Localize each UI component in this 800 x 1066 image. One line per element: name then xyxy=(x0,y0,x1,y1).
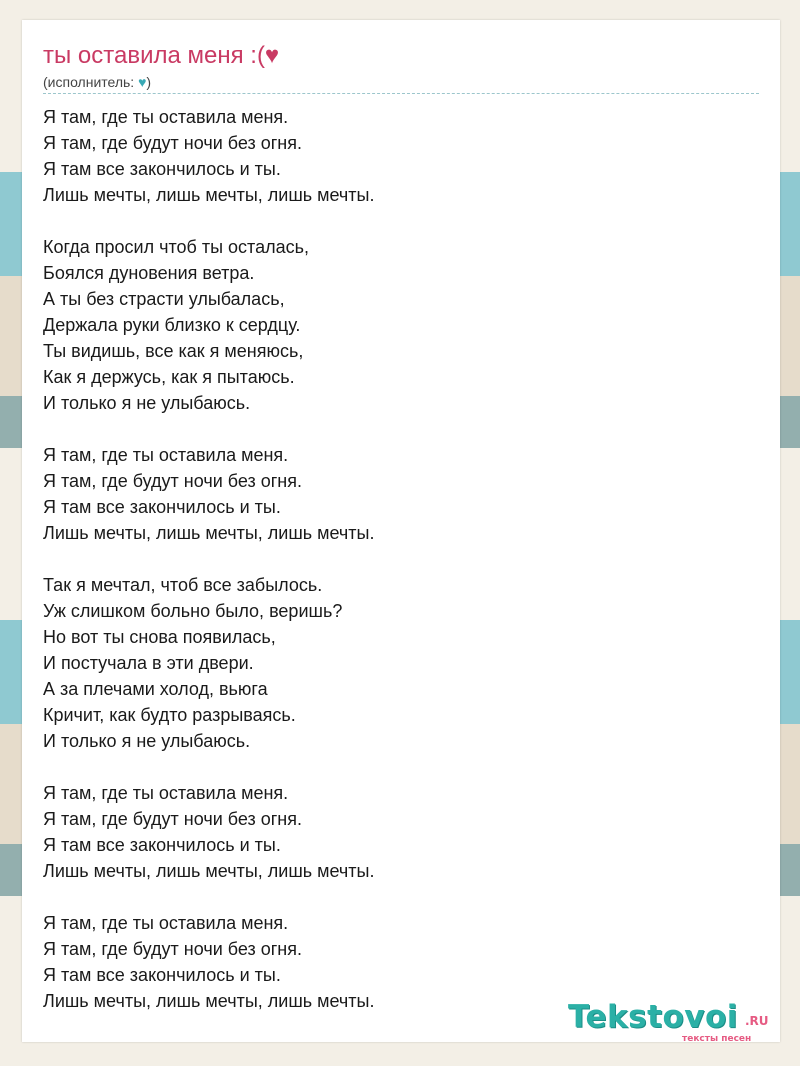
lyric-line: Я там, где будут ночи без огня. xyxy=(43,809,302,829)
lyric-line: Лишь мечты, лишь мечты, лишь мечты. xyxy=(43,523,375,543)
lyric-line: Так я мечтал, чтоб все забылось. xyxy=(43,575,323,595)
logo-domain: .RU xyxy=(745,1014,769,1028)
heart-icon[interactable]: ♥ xyxy=(138,74,147,90)
stanza-break xyxy=(43,416,375,442)
lyric-line: И только я не улыбаюсь. xyxy=(43,393,251,413)
lyric-line: Держала руки близко к сердцу. xyxy=(43,315,301,335)
lyric-line: А за плечами холод, вьюга xyxy=(43,679,268,699)
lyric-line: Уж слишком больно было, веришь? xyxy=(43,601,343,621)
lyric-line: Я там, где ты оставила меня. xyxy=(43,783,289,803)
lyric-line: Лишь мечты, лишь мечты, лишь мечты. xyxy=(43,991,375,1011)
site-logo[interactable] xyxy=(568,998,778,1046)
logo-tagline: тексты песен xyxy=(682,1034,752,1044)
lyric-line: Как я держусь, как я пытаюсь. xyxy=(43,367,295,387)
lyric-line: Я там все закончилось и ты. xyxy=(43,835,281,855)
lyric-line: Когда просил чтоб ты осталась, xyxy=(43,237,309,257)
artist-prefix: (исполнитель: xyxy=(43,74,139,90)
lyric-line: Ты видишь, все как я меняюсь, xyxy=(43,341,304,361)
lyric-line: И только я не улыбаюсь. xyxy=(43,731,251,751)
lyric-line: Боялся дуновения ветра. xyxy=(43,263,255,283)
lyrics-body xyxy=(43,104,375,1014)
stanza-break xyxy=(43,884,375,910)
lyric-line: Я там все закончилось и ты. xyxy=(43,497,281,517)
lyric-line: Но вот ты снова появилась, xyxy=(43,627,276,647)
lyrics-card xyxy=(22,20,780,1042)
lyric-line: И постучала в эти двери. xyxy=(43,653,254,673)
lyric-line: Кричит, как будто разрываясь. xyxy=(43,705,296,725)
artist-suffix: ) xyxy=(146,74,152,90)
lyric-line: Я там, где будут ночи без огня. xyxy=(43,939,302,959)
lyric-line: А ты без страсти улыбалась, xyxy=(43,289,285,309)
lyric-line: Я там, где ты оставила меня. xyxy=(43,445,289,465)
divider xyxy=(43,93,759,94)
lyric-line: Я там, где будут ночи без огня. xyxy=(43,133,302,153)
lyric-line: Лишь мечты, лишь мечты, лишь мечты. xyxy=(43,861,375,881)
stanza-break xyxy=(43,208,375,234)
stanza-break xyxy=(43,546,375,572)
lyric-line: Я там, где ты оставила меня. xyxy=(43,913,289,933)
lyric-line: Я там все закончилось и ты. xyxy=(43,159,281,179)
song-title: ты оставила меня :(♥ xyxy=(43,42,280,69)
lyric-line: Я там, где будут ночи без огня. xyxy=(43,471,302,491)
artist-line xyxy=(43,73,151,91)
stanza-break xyxy=(43,754,375,780)
logo-wordmark: Tekstovoi xyxy=(568,999,738,1035)
lyric-line: Я там все закончилось и ты. xyxy=(43,965,281,985)
lyric-line: Я там, где ты оставила меня. xyxy=(43,107,289,127)
lyric-line: Лишь мечты, лишь мечты, лишь мечты. xyxy=(43,185,375,205)
